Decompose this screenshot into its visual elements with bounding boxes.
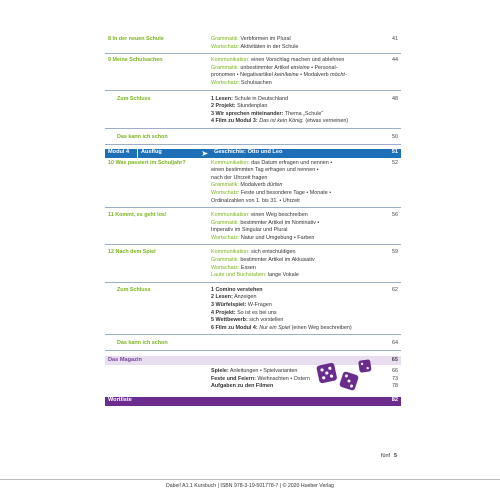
page-number: 50 bbox=[392, 133, 398, 140]
page-number: 82 bbox=[391, 397, 398, 404]
lesson-title: 10 Was passiert im Schuljahr? bbox=[108, 159, 186, 166]
toc-row-lesson-11[interactable] bbox=[105, 208, 401, 245]
section-title: Zum Schluss bbox=[117, 286, 151, 293]
toc-row-lesson-8[interactable] bbox=[105, 36, 401, 54]
page-number: 48 bbox=[392, 95, 398, 102]
toc-row-das-kann-ich-schon-2[interactable] bbox=[105, 335, 401, 351]
page-number: 59 bbox=[392, 249, 398, 256]
magazin-items bbox=[105, 365, 401, 393]
toc-row-zum-schluss-1[interactable] bbox=[105, 91, 401, 129]
wortliste-title: Wortliste bbox=[108, 397, 132, 404]
toc-row-lesson-9[interactable] bbox=[105, 54, 401, 90]
section-title: Das kann ich schon bbox=[117, 340, 168, 347]
dice-illustration bbox=[313, 358, 373, 396]
lesson-title: 9 Meine Schulsachen bbox=[108, 57, 163, 64]
section-contents: 1 Comino verstehen 2 Lesen: Anzeigen 3 Würfelspiel: W-Fragen 4 Projekt: So ist es bei uns 5 Wettbewerb: sich vorstellen 6 Film zu Modul 4: Nur ein Spiel (einen Weg beschreiben) bbox=[211, 286, 352, 331]
table-of-contents bbox=[105, 36, 401, 406]
lesson-contents: Kommunikation: sich entschuldigen Grammatik: bestimmter Artikel im Akkusativ Wortschatz: Essen Laute und Buchstaben: lange Vokale bbox=[211, 249, 315, 279]
page-number: 78 bbox=[392, 383, 398, 390]
page-number: 44 bbox=[392, 57, 398, 64]
page-number: 65 bbox=[391, 356, 398, 363]
page-number: 66 bbox=[392, 368, 398, 374]
toc-row-zum-schluss-2[interactable] bbox=[105, 283, 401, 336]
lesson-contents: Kommunikation: das Datum erfragen und nennen • einen bestimmten Tag erfragen und nennen • nach der Uhrzeit fragen Grammatik: Modalverb dürfen Wortschatz: Feste und besondere Tage • Monate • Ordinalzahlen von 1. bis 31. • Uhrzeit bbox=[211, 159, 333, 204]
toc-row-das-kann-ich-schon-1[interactable] bbox=[105, 129, 401, 145]
toc-row-lesson-12[interactable] bbox=[105, 245, 401, 282]
section-title: Zum Schluss bbox=[117, 95, 151, 102]
page-number: 73 bbox=[392, 375, 398, 382]
page-number: 52 bbox=[392, 159, 398, 166]
section-contents: 1 Lesen: Schule in Deutschland 2 Projekt: Stundenplan 3 Wir sprechen miteinander: Thema „Schule“ 4 Film zu Modul 3: Das ist kein König. (etwas verneinen) bbox=[211, 95, 349, 125]
toc-row-lesson-10[interactable] bbox=[105, 158, 401, 209]
wortliste-bar[interactable] bbox=[105, 397, 401, 406]
magazin-title: Das Magazin bbox=[108, 356, 142, 363]
page-number: 51 bbox=[391, 149, 398, 156]
lesson-title: 8 In der neuen Schule bbox=[108, 36, 164, 42]
lesson-contents: Grammatik: Verbformen im Plural Wortschatz: Aktivitäten in der Schule bbox=[211, 36, 299, 50]
page-number: 64 bbox=[392, 340, 398, 347]
module-header[interactable] bbox=[105, 149, 401, 158]
lesson-contents: Kommunikation: einen Weg beschreiben Grammatik: bestimmter Artikel im Nominativ • Imperativ im Singular und Plural Wortschatz: Natur und Umgebung • Farben bbox=[211, 212, 320, 241]
magazin-item[interactable]: Spiele: Anleitungen • Spielvarianten 66 bbox=[105, 368, 401, 376]
module-label: Modul 4 bbox=[105, 149, 138, 158]
magazin-item[interactable]: Feste und Feiern: Weihnachten • Ostern 73 bbox=[105, 376, 401, 384]
imprint-line: Dabei! A1.1 Kursbuch | ISBN 978-3-19-501778-7 | © 2020 Hueber Verlag bbox=[165, 483, 334, 489]
section-title: Das kann ich schon bbox=[117, 133, 168, 140]
module-story: Geschichte: Otto und Leo bbox=[214, 149, 283, 156]
page-number: 41 bbox=[392, 36, 398, 42]
page-number: 62 bbox=[392, 286, 398, 293]
magazin-item[interactable]: Aufgaben zu den Filmen 78 bbox=[105, 383, 401, 391]
arrow-icon bbox=[202, 151, 208, 156]
lesson-title: 11 Kommt, es geht los! bbox=[108, 212, 167, 219]
page-footer-number: fünf 5 bbox=[381, 453, 397, 459]
module-name: Ausflug bbox=[138, 149, 211, 158]
lesson-contents: Kommunikation: einen Vorschlag machen und ablehnen Grammatik: unbestimmter Artikel ein/eine • Personal- pronomen • Negativartikel kein/keine • Modalverb möcht- Wortschatz: Schulsachen bbox=[211, 57, 347, 86]
lesson-title: 12 Nach dem Spiel bbox=[108, 249, 156, 256]
page-number: 56 bbox=[392, 212, 398, 219]
divider bbox=[0, 479, 500, 480]
